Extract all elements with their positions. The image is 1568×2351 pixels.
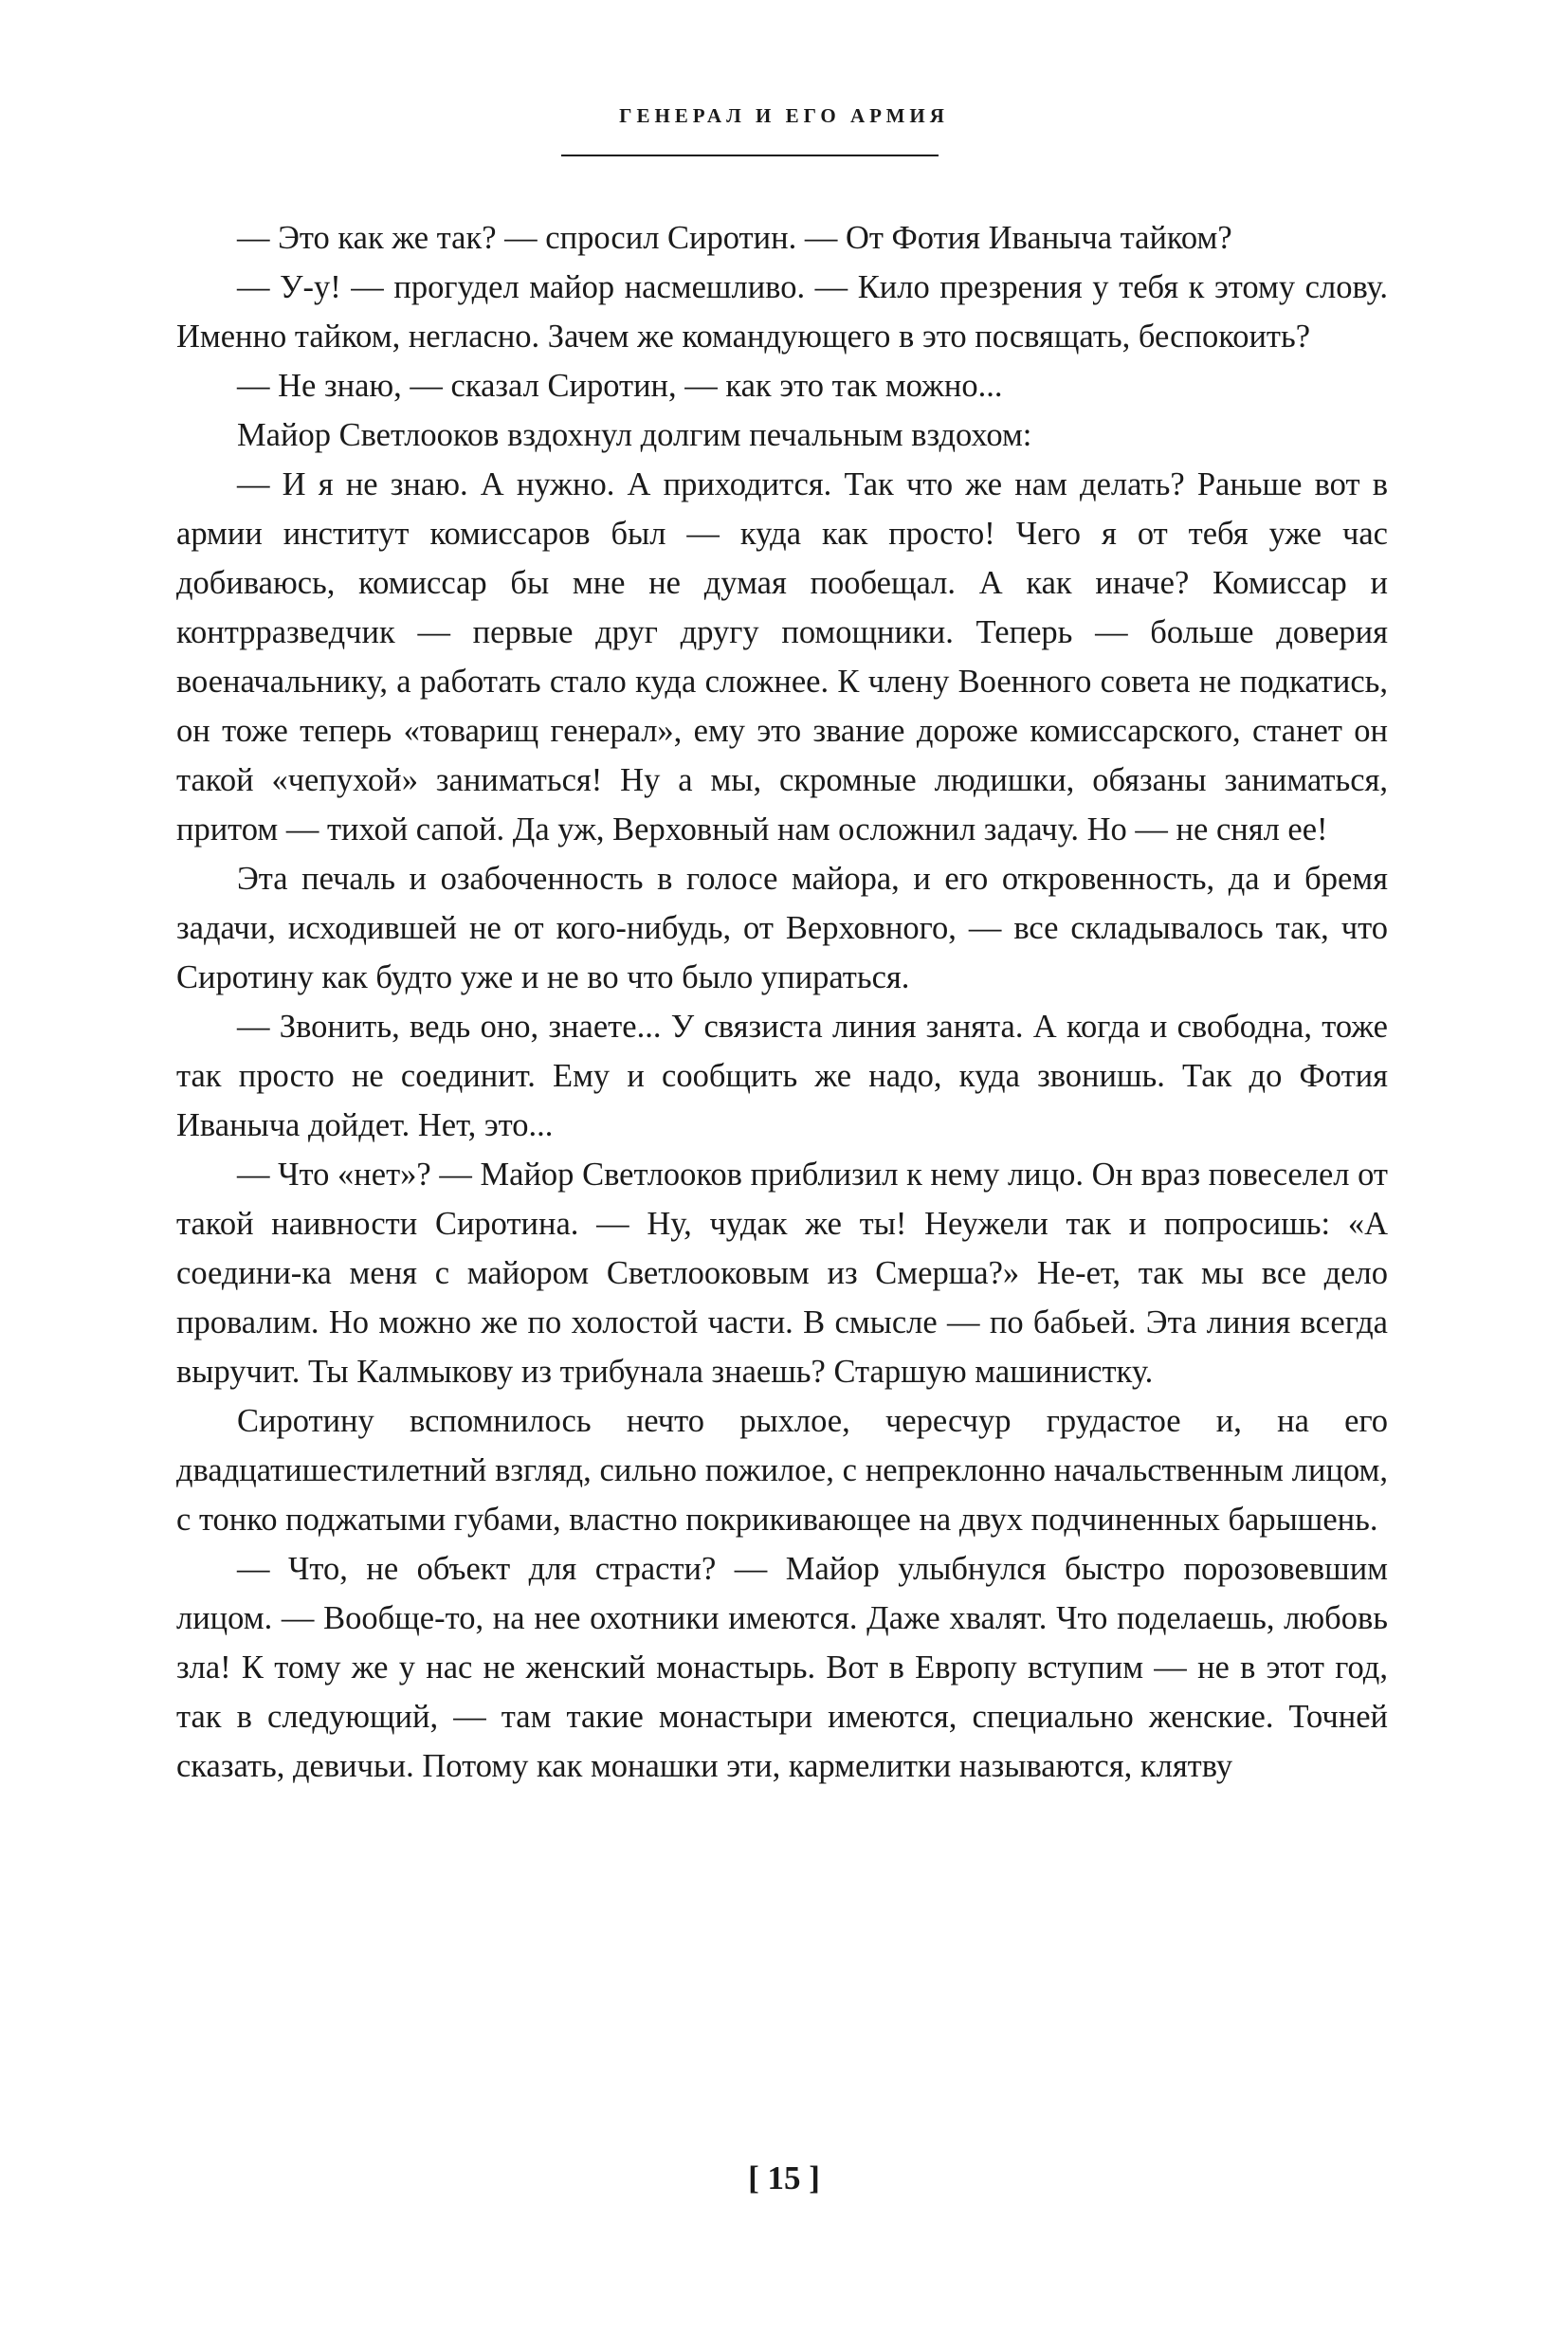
paragraph: — Что «нет»? — Майор Светлооков приблизил к нему лицо. Он враз повеселел от такой наивности Сиротина. — Ну, чудак же ты! Неужели так и попросишь: «А соедини-ка меня с майором Светлооковым из Смерша?» Не-ет, так мы все дело провалим. Но можно же по холостой части. В смысле — по бабьей. Эта линия всегда выручит. Ты Калмыкову из трибунала знаешь? Старшую машинистку.	[176, 1157, 1388, 1390]
header-rule	[561, 155, 939, 156]
paragraph: — И я не знаю. А нужно. А приходится. Так что же нам делать? Раньше вот в армии институт комиссаров был — куда как просто! Чего я от тебя уже час добиваюсь, комиссар бы мне не думая пообещал. А как иначе? Комиссар и контрразведчик — первые друг другу помощники. Теперь — больше доверия военачальнику, а работать стало куда сложнее. К члену Военного совета не подкатись, он тоже теперь «товарищ генерал», ему это звание дороже комиссарского, станет он такой «чепухой» заниматься! Ну а мы, скромные людишки, обязаны заниматься, притом — тихой сапой. Да уж, Верховный нам осложнил задачу. Но — не снял ее!	[176, 466, 1388, 847]
paragraph: — Не знаю, — сказал Сиротин, — как это так можно...	[237, 368, 1003, 404]
body-text	[176, 213, 1388, 1791]
page-number: [ 15 ]	[748, 2160, 820, 2196]
paragraph: — Это как же так? — спросил Сиротин. — От Фотия Иваныча тайком?	[237, 220, 1232, 256]
paragraph: Эта печаль и озабоченность в голосе майора, и его откровенность, да и бремя задачи, исходившей не от кого-нибудь, от Верховного, — все складывалось так, что Сиротину как будто уже и не во что было упираться.	[176, 861, 1388, 995]
paragraph: — Что, не объект для страсти? — Майор улыбнулся быстро порозовевшим лицом. — Вообще-то, на нее охотники имеются. Даже хвалят. Что поделаешь, любовь зла! К тому же у нас не женский монастырь. Вот в Европу вступим — не в этот год, так в следующий, — там такие монастыри имеются, специально женские. Точней сказать, девичьи. Потому как монашки эти, кармелитки называются, клятву	[176, 1551, 1388, 1784]
paragraph: Майор Светлооков вздохнул долгим печальным вздохом:	[237, 417, 1032, 453]
paragraph: — У-у! — прогудел майор насмешливо. — Кило презрения у тебя к этому слову. Именно тайком, негласно. Зачем же командующего в это посвящать, беспокоить?	[176, 269, 1388, 355]
paragraph: Сиротину вспомнилось нечто рыхлое, чересчур грудастое и, на его двадцатишестилетний взгляд, сильно пожилое, с непреклонно начальственным лицом, с тонко поджатыми губами, властно покрикивающее на двух подчиненных барышень.	[176, 1403, 1388, 1538]
paragraph: — Звонить, ведь оно, знаете... У связиста линия занята. А когда и свободна, тоже так просто не соединит. Ему и сообщить же надо, куда звонишь. Так до Фотия Иваныча дойдет. Нет, это...	[176, 1009, 1388, 1143]
running-title: ГЕНЕРАЛ И ЕГО АРМИЯ	[619, 104, 949, 127]
